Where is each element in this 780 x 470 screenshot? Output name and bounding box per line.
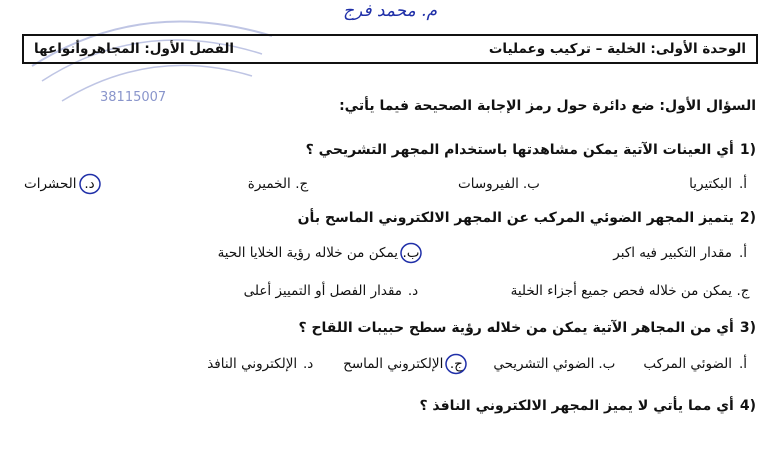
- option-b[interactable]: [493, 355, 615, 373]
- option-letter: أ.: [738, 356, 748, 372]
- question-2-options-row-1: [24, 244, 750, 262]
- question-number: 4): [739, 398, 756, 414]
- option-text: الحشرات: [24, 176, 77, 192]
- option-text: يمكن من خلاله رؤية الخلايا الحية: [217, 245, 398, 261]
- stamp-number: 38115007: [100, 90, 167, 105]
- option-letter: أ.: [738, 245, 748, 261]
- option-letter: ب.: [598, 356, 616, 372]
- option-text: يمكن من خلاله فحص جميع أجزاء الخلية: [510, 283, 732, 299]
- option-c[interactable]: [420, 283, 750, 299]
- question-3: [298, 320, 756, 336]
- option-letter: د.: [84, 176, 95, 192]
- chapter-title: الفصل الأول: المجاهروأنواعها: [34, 41, 235, 57]
- option-b[interactable]: [458, 175, 540, 193]
- question-2: [298, 210, 756, 226]
- option-b[interactable]: [218, 244, 420, 262]
- option-letter: ج.: [736, 283, 750, 299]
- option-letter: ج.: [295, 176, 309, 192]
- option-c[interactable]: [248, 175, 309, 193]
- unit-title: الوحدة الأولى: الخلية – تركيب وعمليات: [488, 41, 746, 57]
- answer-circle-icon: [447, 355, 465, 373]
- option-text: مقدار الفصل أو التمييز أعلى: [243, 283, 402, 299]
- option-d[interactable]: [24, 175, 99, 193]
- section-title: السؤال الأول: ضع دائرة حول رمز الإجابة الصحيحة فيما يأتي:: [339, 98, 756, 114]
- option-text: الضوئي المركب: [643, 356, 732, 372]
- option-a[interactable]: [420, 244, 750, 262]
- answer-circle-icon: [402, 244, 420, 262]
- option-letter: ج.: [449, 356, 463, 372]
- option-text: الإلكتروني النافذ: [207, 356, 298, 372]
- option-d[interactable]: [207, 355, 315, 373]
- option-c[interactable]: [343, 355, 465, 373]
- option-letter: ب.: [402, 245, 420, 261]
- option-letter: د.: [303, 356, 314, 372]
- unit-header: [22, 34, 758, 64]
- option-letter: ب.: [522, 176, 540, 192]
- option-text: الإلكتروني الماسح: [343, 356, 444, 372]
- question-number: 1): [739, 142, 756, 158]
- question-4: [419, 398, 756, 414]
- option-text: البكتيريا: [689, 176, 732, 192]
- option-letter: د.: [407, 283, 419, 299]
- handwritten-teacher-name: م. محمد فرج: [342, 1, 438, 21]
- question-number: 3): [739, 320, 756, 336]
- question-2-options-row-2: [24, 283, 750, 299]
- question-text: أي مما يأتي لا يميز المجهر الالكتروني النافذ ؟: [419, 398, 734, 414]
- question-text: أي من المجاهر الآتية يمكن من خلاله رؤية سطح حبيبات اللقاح ؟: [298, 320, 734, 336]
- answer-circle-icon: [81, 175, 99, 193]
- question-number: 2): [739, 210, 756, 226]
- question-1-options: [24, 175, 750, 193]
- option-a[interactable]: [643, 355, 750, 373]
- option-d[interactable]: [244, 283, 420, 299]
- question-3-options: [24, 355, 750, 373]
- option-text: الضوئي التشريحي: [493, 356, 595, 372]
- option-text: مقدار التكبير فيه اكبر: [613, 245, 732, 261]
- question-text: يتميز المجهر الضوئي المركب عن المجهر الالكتروني الماسح بأن: [297, 210, 734, 226]
- option-text: الفيروسات: [458, 176, 519, 192]
- option-a[interactable]: [689, 175, 750, 193]
- question-text: أي العينات الآتية يمكن مشاهدتها باستخدام المجهر التشريحي ؟: [305, 142, 734, 158]
- option-text: الخميرة: [247, 176, 291, 192]
- option-letter: أ.: [738, 176, 748, 192]
- question-1: [306, 142, 756, 158]
